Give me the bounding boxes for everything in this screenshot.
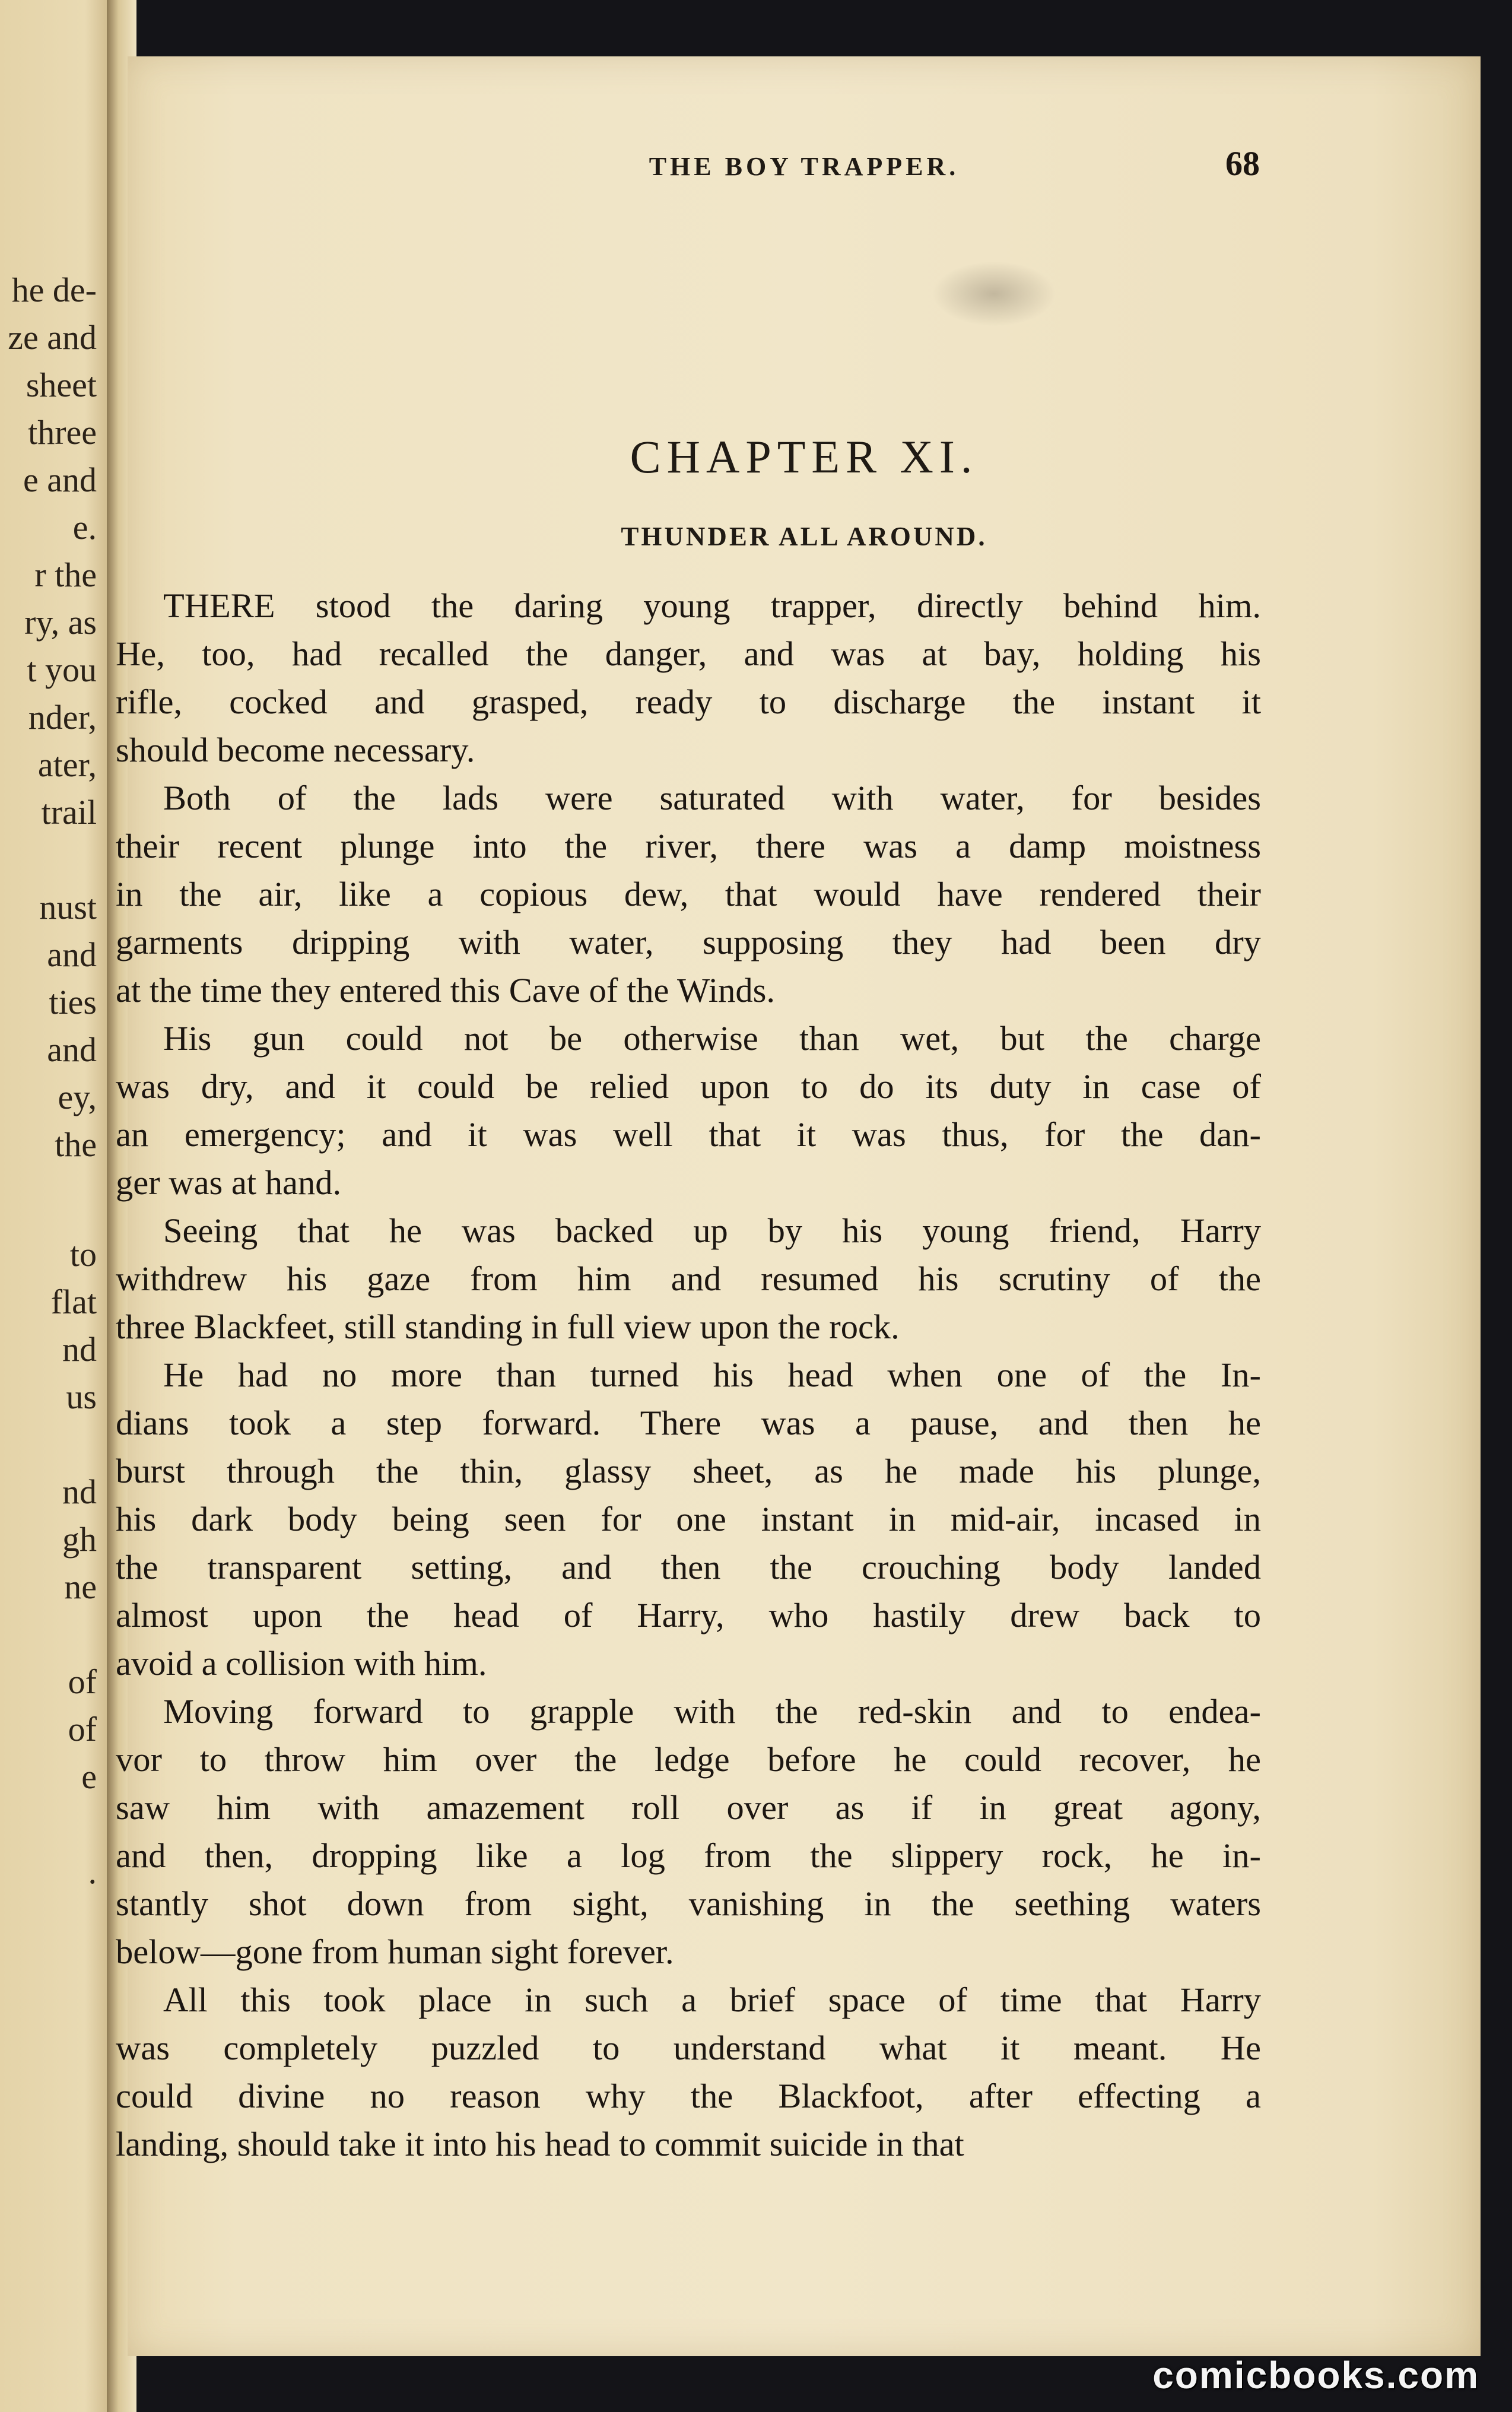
facing-page-text: of [68, 1710, 97, 1748]
facing-page-text: ze and [8, 318, 97, 357]
facing-page-text: and [47, 1030, 97, 1069]
text-line: Seeing that he was backed up by his young friend, Harry [163, 1211, 1261, 1250]
facing-page-text: flat [50, 1283, 97, 1321]
text-line: almost upon the head of Harry, who hastily drew back to [116, 1596, 1261, 1635]
text-line: three Blackfeet, still standing in full view upon the rock. [116, 1307, 900, 1346]
facing-page-text: and [47, 935, 97, 974]
text-line: Moving forward to grapple with the red-skin and to endea- [163, 1692, 1261, 1731]
text-line: withdrew his gaze from him and resumed his scrutiny of the [116, 1259, 1261, 1298]
facing-page-text: r the [34, 556, 97, 594]
facing-page-text: . [88, 1852, 97, 1891]
chapter-subtitle: THUNDER ALL AROUND. [621, 522, 987, 551]
text-line: was completely puzzled to understand what it meant. He [116, 2029, 1261, 2067]
text-line: was dry, and it could be relied upon to do its duty in case of [116, 1067, 1261, 1106]
text-line: Both of the lads were saturated with water, for besides [163, 779, 1261, 817]
text-line: vor to throw him over the ledge before he could recover, he [116, 1740, 1261, 1779]
text-line: ger was at hand. [116, 1163, 342, 1202]
facing-page-text: of [68, 1662, 97, 1701]
text-line: All this took place in such a brief space of time that Harry [163, 1981, 1261, 2019]
page-number: 68 [1225, 144, 1260, 183]
facing-page-text: ater, [37, 745, 97, 784]
text-line: their recent plunge into the river, there was a damp moistness [116, 827, 1261, 865]
text-line: his dark body being seen for one instant in mid-air, incased in [116, 1500, 1261, 1538]
text-line: avoid a collision with him. [116, 1644, 487, 1683]
facing-page-text: nd [62, 1472, 97, 1511]
facing-page-text: ties [49, 983, 97, 1021]
facing-page-text: ry, as [24, 603, 97, 642]
text-line: He, too, had recalled the danger, and was at bay, holding his [116, 634, 1261, 673]
facing-page-text: three [28, 413, 97, 452]
paragraph [116, 1351, 1261, 1687]
text-line: stantly shot down from sight, vanishing in the seething waters [116, 1884, 1261, 1923]
paragraph [116, 774, 1261, 1014]
facing-page-text: ne [64, 1567, 97, 1606]
facing-page-text: nder, [28, 698, 97, 737]
facing-page-text: us [66, 1378, 97, 1416]
facing-page-text: e [81, 1757, 97, 1796]
facing-page-text: he de- [11, 271, 97, 309]
text-line: the transparent setting, and then the crouching body landed [116, 1548, 1261, 1586]
facing-page-text: e. [72, 508, 97, 547]
facing-page-text: the [55, 1125, 97, 1164]
chapter-title: CHAPTER XI. [630, 431, 979, 483]
facing-page-text: t you [27, 650, 97, 689]
facing-page-fragment [0, 0, 122, 2412]
paragraph [116, 1014, 1261, 1207]
text-line: dians took a step forward. There was a pause, and then he [116, 1404, 1261, 1442]
text-line: He had no more than turned his head when one of the In- [163, 1356, 1261, 1394]
facing-page-text: ey, [58, 1078, 97, 1116]
text-line: an emergency; and it was well that it was thus, for the dan- [116, 1115, 1261, 1154]
text-line: should become necessary. [116, 731, 475, 769]
text-line: could divine no reason why the Blackfoot, after effecting a [116, 2077, 1261, 2115]
chapter-body [116, 582, 1261, 2168]
paragraph [116, 1207, 1261, 1351]
text-line: rifle, cocked and grasped, ready to discharge the instant it [116, 683, 1261, 721]
text-line: at the time they entered this Cave of the Winds. [116, 971, 776, 1010]
text-line: burst through the thin, glassy sheet, as he made his plunge, [116, 1452, 1261, 1490]
text-line: saw him with amazement roll over as if in great agony, [116, 1788, 1261, 1827]
facing-page-text: trail [41, 793, 97, 831]
facing-page-text: to [69, 1235, 97, 1274]
running-head: THE BOY TRAPPER. [649, 152, 960, 181]
text-line: in the air, like a copious dew, that would have rendered their [116, 875, 1261, 913]
paragraph [116, 1976, 1261, 2168]
text-line: and then, dropping like a log from the slippery rock, he in- [116, 1836, 1261, 1875]
facing-page-text: nust [39, 888, 97, 926]
text-line: garments dripping with water, supposing they had been dry [116, 923, 1261, 961]
text-line: THERE stood the daring young trapper, directly behind him. [163, 586, 1261, 625]
text-line: below—gone from human sight forever. [116, 1932, 674, 1971]
facing-page-text: nd [62, 1330, 97, 1369]
ink-smudge [932, 261, 1056, 326]
paragraph [116, 582, 1261, 774]
watermark-logo: comicbooks.com [1152, 2354, 1479, 2397]
facing-page-text: sheet [26, 366, 97, 404]
facing-page-text: e and [23, 461, 97, 499]
text-line: His gun could not be otherwise than wet, but the charge [163, 1019, 1261, 1058]
text-line: landing, should take it into his head to commit suicide in that [116, 2125, 964, 2163]
paragraph [116, 1687, 1261, 1976]
facing-page-text: gh [62, 1520, 97, 1559]
